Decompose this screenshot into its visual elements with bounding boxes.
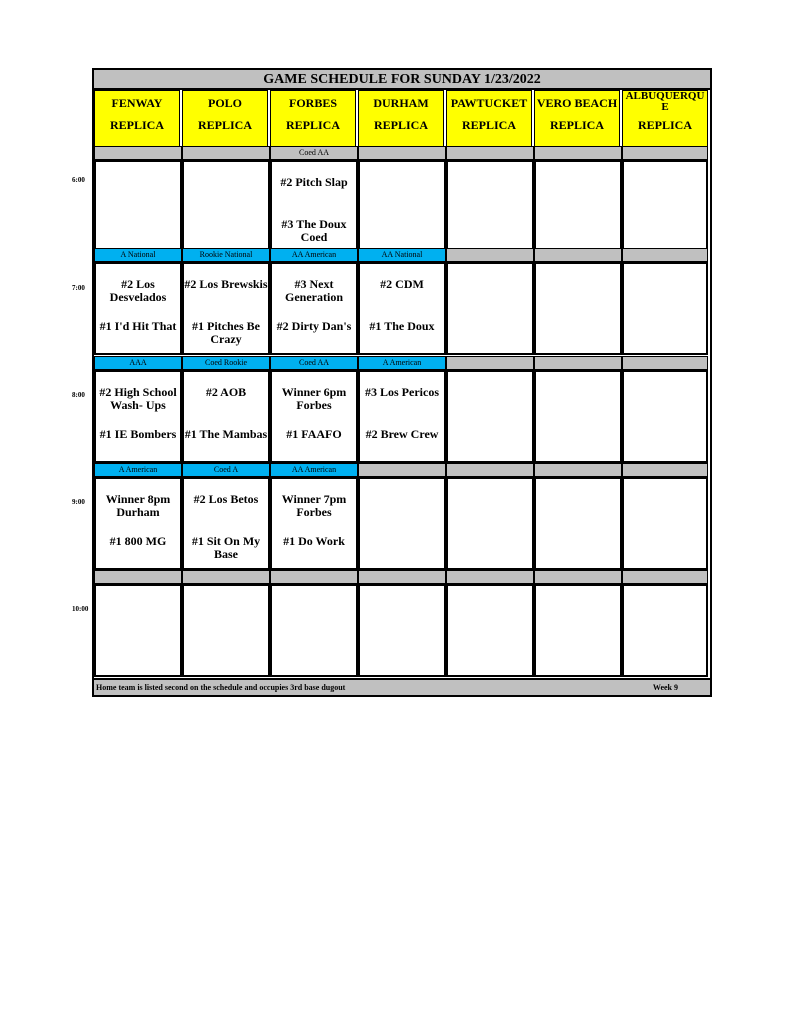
game-cell <box>94 477 182 570</box>
division-label: AA American <box>270 463 358 477</box>
division-label <box>622 356 708 370</box>
division-label <box>446 463 534 477</box>
division-label <box>358 570 446 584</box>
game-cell <box>446 477 534 570</box>
away-team: Winner 8pm Durham <box>105 492 171 519</box>
venue-sub: REPLICA <box>109 118 164 132</box>
game-cell <box>270 477 358 570</box>
game-cell <box>358 370 446 463</box>
venue-sub: REPLICA <box>197 118 252 132</box>
time-label: 7:00 <box>72 284 85 292</box>
division-label <box>446 570 534 584</box>
division-label: A National <box>94 248 182 262</box>
game-cell <box>94 370 182 463</box>
game-cell <box>182 477 270 570</box>
game-cell <box>94 584 182 677</box>
game-cell <box>182 262 270 355</box>
schedule-title: GAME SCHEDULE FOR SUNDAY 1/23/2022 <box>94 70 710 90</box>
division-label: Coed AA <box>270 356 358 370</box>
venue-sub: REPLICA <box>549 118 604 132</box>
division-band <box>94 570 710 584</box>
division-label <box>270 570 358 584</box>
away-team: #2 Los Desvelados <box>109 277 167 304</box>
division-label <box>622 146 708 160</box>
game-cell <box>270 584 358 677</box>
division-label: Rookie National <box>182 248 270 262</box>
time-label: 9:00 <box>72 498 85 506</box>
venue-name: ALBUQUERQU E <box>625 90 705 113</box>
division-band <box>94 356 710 370</box>
division-label: AA National <box>358 248 446 262</box>
division-label: AAA <box>94 356 182 370</box>
venue-sub: REPLICA <box>373 118 428 132</box>
game-cell <box>94 262 182 355</box>
schedule-sheet <box>92 68 712 697</box>
division-label <box>534 146 622 160</box>
division-label <box>446 248 534 262</box>
schedule-footer <box>94 678 710 695</box>
away-team: #3 Next Generation <box>285 277 343 304</box>
division-label <box>622 248 708 262</box>
division-label <box>182 570 270 584</box>
home-team: #2 Brew Crew <box>365 427 439 441</box>
game-cell <box>358 477 446 570</box>
home-team: #2 Dirty Dan's <box>276 319 352 333</box>
game-cell <box>270 262 358 355</box>
game-cell <box>622 160 708 253</box>
venue-name: FORBES <box>288 96 337 110</box>
division-label <box>358 146 446 160</box>
time-label: 6:00 <box>72 176 85 184</box>
game-cell <box>622 370 708 463</box>
division-label <box>534 463 622 477</box>
game-cell <box>534 160 622 253</box>
division-label <box>94 146 182 160</box>
division-label <box>446 146 534 160</box>
division-label <box>534 570 622 584</box>
game-cell <box>534 477 622 570</box>
venue-sub: REPLICA <box>637 118 692 132</box>
game-cell <box>182 370 270 463</box>
game-cell <box>534 370 622 463</box>
game-cell <box>94 160 182 253</box>
home-team-note: Home team is listed second on the schedule and occupies 3rd base dugout <box>96 683 346 692</box>
game-cell <box>358 160 446 253</box>
home-team: #1 IE Bombers <box>99 427 177 441</box>
venue-sub: REPLICA <box>285 118 340 132</box>
venue-name: PAWTUCKET <box>450 96 528 110</box>
game-cell <box>622 584 708 677</box>
division-label <box>182 146 270 160</box>
division-label: Coed A <box>182 463 270 477</box>
home-team: #1 800 MG <box>109 534 167 548</box>
game-cell <box>446 160 534 253</box>
game-cell <box>446 262 534 355</box>
division-label: Coed Rookie <box>182 356 270 370</box>
game-cell <box>534 584 622 677</box>
away-team: #2 Los Betos <box>193 492 259 506</box>
home-team: #1 The Doux <box>369 319 435 333</box>
division-label: AA American <box>270 248 358 262</box>
time-label: 10:00 <box>72 605 89 613</box>
away-team: #2 CDM <box>380 277 424 291</box>
home-team: #1 I'd Hit That <box>99 319 177 333</box>
division-label <box>534 356 622 370</box>
division-label <box>622 570 708 584</box>
division-label <box>446 356 534 370</box>
division-label <box>622 463 708 477</box>
game-cell <box>446 370 534 463</box>
division-label: Coed AA <box>270 146 358 160</box>
away-team: #2 Los Brewskis <box>184 277 268 291</box>
game-cell <box>270 370 358 463</box>
division-label <box>358 463 446 477</box>
game-cell <box>182 160 270 253</box>
division-band <box>94 146 710 160</box>
game-cell <box>622 262 708 355</box>
division-label: A American <box>94 463 182 477</box>
venue-sub: REPLICA <box>461 118 516 132</box>
home-team: #1 Do Work <box>283 534 345 548</box>
venue-name: FENWAY <box>111 96 163 110</box>
game-cell <box>358 262 446 355</box>
home-team: #3 The Doux Coed <box>281 217 347 244</box>
venue-name: POLO <box>207 96 242 110</box>
away-team: #2 Pitch Slap <box>280 175 348 189</box>
division-label <box>94 570 182 584</box>
home-team: #1 Pitches Be Crazy <box>192 319 260 346</box>
division-label <box>534 248 622 262</box>
game-cell <box>534 262 622 355</box>
venue-name: DURHAM <box>373 96 429 110</box>
home-team: #1 The Mambas <box>184 427 268 441</box>
division-label: A American <box>358 356 446 370</box>
time-label: 8:00 <box>72 391 85 399</box>
away-team: #3 Los Pericos <box>365 385 439 399</box>
game-cell <box>182 584 270 677</box>
division-band <box>94 463 710 477</box>
game-cell <box>446 584 534 677</box>
away-team: Winner 6pm Forbes <box>281 385 347 412</box>
week-label: Week 9 <box>652 683 678 692</box>
game-cell <box>358 584 446 677</box>
venue-name: VERO BEACH <box>536 96 618 110</box>
division-band <box>94 248 710 262</box>
home-team: #1 FAAFO <box>286 427 342 441</box>
game-cell <box>622 477 708 570</box>
away-team: #2 High School Wash- Ups <box>99 385 177 412</box>
game-cell <box>270 160 358 253</box>
away-team: Winner 7pm Forbes <box>281 492 347 519</box>
home-team: #1 Sit On My Base <box>191 534 261 561</box>
away-team: #2 AOB <box>205 385 247 399</box>
